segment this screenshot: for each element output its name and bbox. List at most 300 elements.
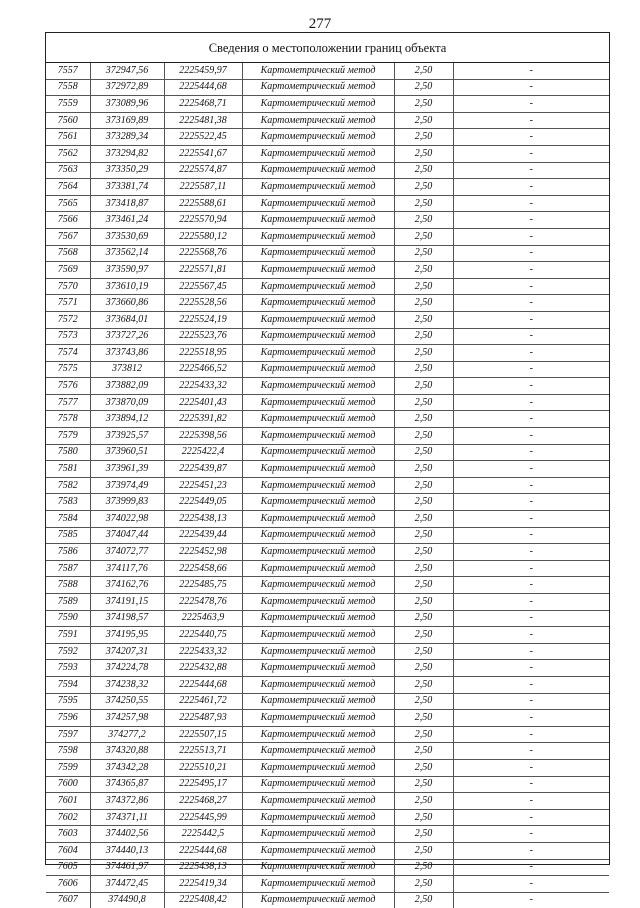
table-row [46, 262, 609, 279]
point-number-cell: 7572 [46, 311, 90, 328]
y-coordinate-cell: 2225432,88 [164, 660, 242, 677]
accuracy-cell: 2,50 [394, 228, 453, 245]
y-coordinate-cell: 2225444,68 [164, 79, 242, 96]
accuracy-cell: 2,50 [394, 577, 453, 594]
table-row [46, 527, 609, 544]
description-cell: - [453, 793, 609, 810]
x-coordinate-cell: 373418,87 [90, 195, 164, 212]
point-number-cell: 7563 [46, 162, 90, 179]
table-row [46, 544, 609, 561]
y-coordinate-cell: 2225419,34 [164, 876, 242, 893]
x-coordinate-cell: 374257,98 [90, 710, 164, 727]
method-cell: Картометрический метод [242, 693, 394, 710]
x-coordinate-cell: 373999,83 [90, 494, 164, 511]
point-number-cell: 7578 [46, 411, 90, 428]
y-coordinate-cell: 2225510,21 [164, 759, 242, 776]
description-cell: - [453, 79, 609, 96]
description-cell: - [453, 411, 609, 428]
method-cell: Картометрический метод [242, 776, 394, 793]
description-cell: - [453, 394, 609, 411]
x-coordinate-cell: 374162,76 [90, 577, 164, 594]
point-number-cell: 7588 [46, 577, 90, 594]
y-coordinate-cell: 2225422,4 [164, 444, 242, 461]
x-coordinate-cell: 374440,13 [90, 842, 164, 859]
y-coordinate-cell: 2225478,76 [164, 594, 242, 611]
method-cell: Картометрический метод [242, 162, 394, 179]
table-row [46, 228, 609, 245]
accuracy-cell: 2,50 [394, 311, 453, 328]
method-cell: Картометрический метод [242, 212, 394, 229]
accuracy-cell: 2,50 [394, 63, 453, 79]
method-cell: Картометрический метод [242, 411, 394, 428]
x-coordinate-cell: 373381,74 [90, 179, 164, 196]
accuracy-cell: 2,50 [394, 494, 453, 511]
accuracy-cell: 2,50 [394, 544, 453, 561]
accuracy-cell: 2,50 [394, 328, 453, 345]
x-coordinate-cell: 373743,86 [90, 345, 164, 362]
description-cell: - [453, 511, 609, 528]
point-number-cell: 7559 [46, 96, 90, 113]
point-number-cell: 7597 [46, 726, 90, 743]
x-coordinate-cell: 374402,56 [90, 826, 164, 843]
description-cell: - [453, 63, 609, 79]
y-coordinate-cell: 2225570,94 [164, 212, 242, 229]
point-number-cell: 7602 [46, 809, 90, 826]
accuracy-cell: 2,50 [394, 145, 453, 162]
y-coordinate-cell: 2225451,23 [164, 477, 242, 494]
y-coordinate-cell: 2225444,68 [164, 842, 242, 859]
y-coordinate-cell: 2225444,68 [164, 676, 242, 693]
y-coordinate-cell: 2225481,38 [164, 112, 242, 129]
table-row [46, 444, 609, 461]
accuracy-cell: 2,50 [394, 610, 453, 627]
y-coordinate-cell: 2225495,17 [164, 776, 242, 793]
x-coordinate-cell: 373727,26 [90, 328, 164, 345]
accuracy-cell: 2,50 [394, 179, 453, 196]
method-cell: Картометрический метод [242, 842, 394, 859]
table-row [46, 842, 609, 859]
description-cell: - [453, 610, 609, 627]
accuracy-cell: 2,50 [394, 411, 453, 428]
method-cell: Картометрический метод [242, 428, 394, 445]
description-cell: - [453, 743, 609, 760]
description-cell: - [453, 776, 609, 793]
accuracy-cell: 2,50 [394, 594, 453, 611]
x-coordinate-cell: 373894,12 [90, 411, 164, 428]
table-row [46, 643, 609, 660]
y-coordinate-cell: 2225401,43 [164, 394, 242, 411]
y-coordinate-cell: 2225459,97 [164, 63, 242, 79]
x-coordinate-cell: 373684,01 [90, 311, 164, 328]
description-cell: - [453, 494, 609, 511]
x-coordinate-cell: 374207,31 [90, 643, 164, 660]
point-number-cell: 7599 [46, 759, 90, 776]
y-coordinate-cell: 2225524,19 [164, 311, 242, 328]
description-cell: - [453, 859, 609, 876]
accuracy-cell: 2,50 [394, 345, 453, 362]
x-coordinate-cell: 373294,82 [90, 145, 164, 162]
table-row [46, 212, 609, 229]
method-cell: Картометрический метод [242, 494, 394, 511]
accuracy-cell: 2,50 [394, 859, 453, 876]
method-cell: Картометрический метод [242, 394, 394, 411]
x-coordinate-cell: 373289,34 [90, 129, 164, 146]
description-cell: - [453, 262, 609, 279]
method-cell: Картометрический метод [242, 63, 394, 79]
table-row [46, 793, 609, 810]
accuracy-cell: 2,50 [394, 212, 453, 229]
accuracy-cell: 2,50 [394, 361, 453, 378]
description-cell: - [453, 278, 609, 295]
accuracy-cell: 2,50 [394, 295, 453, 312]
point-number-cell: 7603 [46, 826, 90, 843]
method-cell: Картометрический метод [242, 112, 394, 129]
description-cell: - [453, 96, 609, 113]
accuracy-cell: 2,50 [394, 527, 453, 544]
point-number-cell: 7567 [46, 228, 90, 245]
description-cell: - [453, 643, 609, 660]
point-number-cell: 7596 [46, 710, 90, 727]
y-coordinate-cell: 2225571,81 [164, 262, 242, 279]
point-number-cell: 7581 [46, 461, 90, 478]
table-row [46, 743, 609, 760]
point-number-cell: 7582 [46, 477, 90, 494]
point-number-cell: 7575 [46, 361, 90, 378]
method-cell: Картометрический метод [242, 245, 394, 262]
table-row [46, 660, 609, 677]
method-cell: Картометрический метод [242, 826, 394, 843]
y-coordinate-cell: 2225452,98 [164, 544, 242, 561]
description-cell: - [453, 112, 609, 129]
point-number-cell: 7592 [46, 643, 90, 660]
table-row [46, 245, 609, 262]
x-coordinate-cell: 373870,09 [90, 394, 164, 411]
method-cell: Картометрический метод [242, 262, 394, 279]
method-cell: Картометрический метод [242, 179, 394, 196]
description-cell: - [453, 195, 609, 212]
table-row [46, 477, 609, 494]
description-cell: - [529, 894, 533, 906]
description-cell: - [453, 477, 609, 494]
point-number-cell: 7589 [46, 594, 90, 611]
accuracy-cell: 2,50 [394, 278, 453, 295]
accuracy-cell: 2,50 [394, 726, 453, 743]
method-cell: Картометрический метод [242, 676, 394, 693]
x-coordinate-cell: 374250,55 [90, 693, 164, 710]
accuracy-cell: 2,50 [394, 477, 453, 494]
method-cell: Картометрический метод [242, 610, 394, 627]
accuracy-cell: 2,50 [394, 660, 453, 677]
accuracy-cell: 2,50 [394, 842, 453, 859]
table-row [46, 876, 609, 893]
point-number-cell: 7565 [46, 195, 90, 212]
description-cell: - [453, 627, 609, 644]
table-row [46, 394, 609, 411]
method-cell: Картометрический метод [242, 527, 394, 544]
x-coordinate-cell: 374371,11 [90, 809, 164, 826]
point-number-cell: 7594 [46, 676, 90, 693]
x-coordinate-cell: 374320,88 [90, 743, 164, 760]
point-number-cell: 7586 [46, 544, 90, 561]
method-cell: Картометрический метод [242, 444, 394, 461]
method-cell: Картометрический метод [242, 195, 394, 212]
y-coordinate-cell: 2225398,56 [164, 428, 242, 445]
description-cell: - [453, 560, 609, 577]
point-number-cell: 7604 [46, 842, 90, 859]
table-row [46, 295, 609, 312]
table-row [46, 759, 609, 776]
accuracy-cell: 2,50 [394, 162, 453, 179]
x-coordinate-cell: 374238,32 [90, 676, 164, 693]
point-number-cell: 7584 [46, 511, 90, 528]
point-number-cell: 7573 [46, 328, 90, 345]
method-cell: Картометрический метод [242, 278, 394, 295]
x-coordinate-cell: 374047,44 [90, 527, 164, 544]
description-cell: - [453, 361, 609, 378]
x-coordinate-cell: 372972,89 [90, 79, 164, 96]
description-cell: - [453, 726, 609, 743]
x-coordinate-cell: 373974,49 [90, 477, 164, 494]
x-coordinate-cell: 374191,15 [90, 594, 164, 611]
accuracy-cell: 2,50 [394, 112, 453, 129]
description-cell: - [453, 461, 609, 478]
point-number-cell: 7598 [46, 743, 90, 760]
point-number-cell: 7583 [46, 494, 90, 511]
table-row [46, 162, 609, 179]
point-number-cell: 7560 [46, 112, 90, 129]
x-coordinate-cell: 373660,86 [90, 295, 164, 312]
accuracy-cell: 2,50 [394, 262, 453, 279]
method-cell: Картометрический метод [242, 594, 394, 611]
y-coordinate-cell: 2225438,13 [164, 859, 242, 876]
point-number-cell: 7564 [46, 179, 90, 196]
description-cell: - [453, 345, 609, 362]
table-row [46, 79, 609, 96]
y-coordinate-cell: 2225458,66 [164, 560, 242, 577]
point-number-cell: 7605 [46, 859, 90, 876]
x-coordinate-cell: 373925,57 [90, 428, 164, 445]
coordinates-table-frame [45, 32, 610, 906]
point-number-cell: 7576 [46, 378, 90, 395]
x-coordinate-cell: 373610,19 [90, 278, 164, 295]
method-cell: Картометрический метод [242, 759, 394, 776]
table-row [46, 776, 609, 793]
table-row [46, 328, 609, 345]
point-number-cell: 7568 [46, 245, 90, 262]
table-row [46, 676, 609, 693]
x-coordinate-cell: 373882,09 [90, 378, 164, 395]
accuracy-cell: 2,50 [394, 444, 453, 461]
method-cell: Картометрический метод [242, 228, 394, 245]
point-number-cell: 7558 [46, 79, 90, 96]
method-cell: Картометрический метод [242, 96, 394, 113]
accuracy-cell: 2,50 [394, 676, 453, 693]
y-coordinate-cell: 2225461,72 [164, 693, 242, 710]
table-row [46, 63, 609, 79]
accuracy-cell: 2,50 [394, 461, 453, 478]
point-number-cell: 7579 [46, 428, 90, 445]
y-coordinate-cell: 2225408,42 [164, 892, 242, 908]
method-cell: Картометрический метод [242, 295, 394, 312]
description-cell: - [453, 145, 609, 162]
x-coordinate-cell: 373960,51 [90, 444, 164, 461]
table-body [46, 63, 609, 908]
description-cell: - [453, 212, 609, 229]
point-number-cell: 7587 [46, 560, 90, 577]
table-row [46, 577, 609, 594]
method-cell: Картометрический метод [242, 79, 394, 96]
description-cell: - [453, 759, 609, 776]
table-row [46, 809, 609, 826]
accuracy-cell: 2,50 [394, 96, 453, 113]
y-coordinate-cell: 2225523,76 [164, 328, 242, 345]
description-cell: - [453, 179, 609, 196]
y-coordinate-cell: 2225528,56 [164, 295, 242, 312]
description-cell: - [453, 826, 609, 843]
y-coordinate-cell: 2225588,61 [164, 195, 242, 212]
x-coordinate-cell: 374461,97 [90, 859, 164, 876]
point-number-cell: 7580 [46, 444, 90, 461]
y-coordinate-cell: 2225439,87 [164, 461, 242, 478]
table-row [46, 594, 609, 611]
description-cell: - [453, 577, 609, 594]
description-cell: - [453, 594, 609, 611]
method-cell: Картометрический метод [242, 560, 394, 577]
table-row [46, 610, 609, 627]
table-row [46, 96, 609, 113]
y-coordinate-cell: 2225513,71 [164, 743, 242, 760]
y-coordinate-cell: 2225433,32 [164, 643, 242, 660]
description-cell: - [453, 245, 609, 262]
table-row [46, 195, 609, 212]
point-number-cell: 7574 [46, 345, 90, 362]
accuracy-cell: 2,50 [394, 892, 453, 908]
point-number-cell: 7570 [46, 278, 90, 295]
point-number-cell: 7566 [46, 212, 90, 229]
x-coordinate-cell: 373461,24 [90, 212, 164, 229]
accuracy-cell: 2,50 [394, 776, 453, 793]
method-cell: Картометрический метод [242, 627, 394, 644]
table-row [46, 494, 609, 511]
accuracy-cell: 2,50 [394, 79, 453, 96]
point-number-cell: 7585 [46, 527, 90, 544]
method-cell: Картометрический метод [242, 544, 394, 561]
table-row [46, 826, 609, 843]
point-number-cell: 7595 [46, 693, 90, 710]
description-cell: - [453, 162, 609, 179]
y-coordinate-cell: 2225468,27 [164, 793, 242, 810]
method-cell: Картометрический метод [242, 311, 394, 328]
y-coordinate-cell: 2225440,75 [164, 627, 242, 644]
accuracy-cell: 2,50 [394, 511, 453, 528]
accuracy-cell: 2,50 [394, 826, 453, 843]
method-cell: Картометрический метод [242, 361, 394, 378]
accuracy-cell: 2,50 [394, 378, 453, 395]
accuracy-cell: 2,50 [394, 560, 453, 577]
y-coordinate-cell: 2225487,93 [164, 710, 242, 727]
method-cell: Картометрический метод [242, 809, 394, 826]
y-coordinate-cell: 2225463,9 [164, 610, 242, 627]
table-row [46, 560, 609, 577]
description-cell: - [453, 378, 609, 395]
table-row [46, 129, 609, 146]
method-cell: Картометрический метод [242, 643, 394, 660]
accuracy-cell: 2,50 [394, 743, 453, 760]
point-number-cell: 7569 [46, 262, 90, 279]
accuracy-cell: 2,50 [394, 195, 453, 212]
point-number-cell: 7557 [46, 63, 90, 79]
y-coordinate-cell: 2225580,12 [164, 228, 242, 245]
x-coordinate-cell: 373169,89 [90, 112, 164, 129]
table-row [46, 278, 609, 295]
table-row [46, 511, 609, 528]
method-cell: Картометрический метод [242, 876, 394, 893]
y-coordinate-cell: 2225433,32 [164, 378, 242, 395]
method-cell: Картометрический метод [242, 129, 394, 146]
table-row [46, 859, 609, 876]
description-cell: - [453, 295, 609, 312]
description-cell: - [453, 444, 609, 461]
description-cell: - [453, 428, 609, 445]
method-cell: Картометрический метод [242, 461, 394, 478]
x-coordinate-cell: 373562,14 [90, 245, 164, 262]
point-number-cell: 7593 [46, 660, 90, 677]
y-coordinate-cell: 2225442,5 [164, 826, 242, 843]
x-coordinate-cell: 374372,86 [90, 793, 164, 810]
point-number-cell: 7591 [46, 627, 90, 644]
x-coordinate-cell: 373812 [90, 361, 164, 378]
accuracy-cell: 2,50 [394, 710, 453, 727]
accuracy-cell: 2,50 [394, 876, 453, 893]
x-coordinate-cell: 373590,97 [90, 262, 164, 279]
point-number-cell: 7590 [46, 610, 90, 627]
y-coordinate-cell: 2225587,11 [164, 179, 242, 196]
y-coordinate-cell: 2225468,71 [164, 96, 242, 113]
y-coordinate-cell: 2225522,45 [164, 129, 242, 146]
x-coordinate-cell: 374224,78 [90, 660, 164, 677]
page-number: 277 [308, 16, 332, 32]
accuracy-cell: 2,50 [394, 129, 453, 146]
description-cell: - [453, 129, 609, 146]
point-number-cell: 7601 [46, 793, 90, 810]
y-coordinate-cell: 2225485,75 [164, 577, 242, 594]
x-coordinate-cell: 373530,69 [90, 228, 164, 245]
y-coordinate-cell: 2225449,05 [164, 494, 242, 511]
table-row [46, 361, 609, 378]
x-coordinate-cell: 374490,8 [90, 892, 164, 908]
accuracy-cell: 2,50 [394, 759, 453, 776]
x-coordinate-cell: 374117,76 [90, 560, 164, 577]
x-coordinate-cell: 373350,29 [90, 162, 164, 179]
y-coordinate-cell: 2225574,87 [164, 162, 242, 179]
x-coordinate-cell: 373961,39 [90, 461, 164, 478]
table-row [46, 726, 609, 743]
point-number-cell: 7562 [46, 145, 90, 162]
description-cell: - [453, 876, 609, 893]
x-coordinate-cell: 374365,87 [90, 776, 164, 793]
y-coordinate-cell: 2225445,99 [164, 809, 242, 826]
method-cell: Картометрический метод [242, 726, 394, 743]
y-coordinate-cell: 2225466,52 [164, 361, 242, 378]
description-cell: - [453, 660, 609, 677]
y-coordinate-cell: 2225439,44 [164, 527, 242, 544]
accuracy-cell: 2,50 [394, 809, 453, 826]
x-coordinate-cell: 374195,95 [90, 627, 164, 644]
y-coordinate-cell: 2225438,13 [164, 511, 242, 528]
description-cell: - [453, 693, 609, 710]
table-title: Сведения о местоположении границ объекта [46, 33, 609, 63]
table-row [46, 378, 609, 395]
